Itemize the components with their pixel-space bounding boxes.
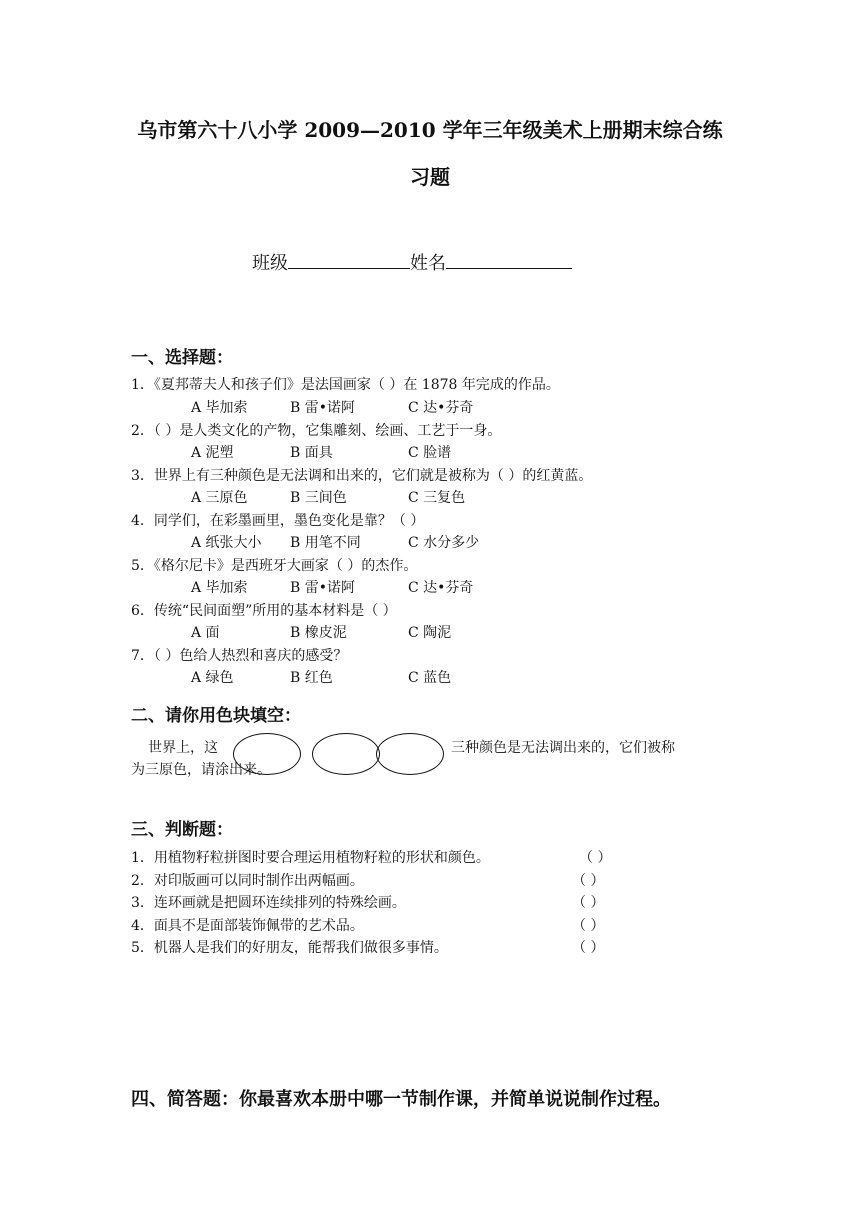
section-heading-color-fill: 二、请你用色块填空：	[131, 706, 301, 726]
q2-option-c: C 脸谱	[408, 445, 452, 461]
tf-answer-1[interactable]: （ ）	[579, 850, 612, 866]
tf-item-1: 1．用植物籽粒拼图时要合理运用植物籽粒的形状和颜色。	[131, 850, 490, 866]
color-circle-1[interactable]	[233, 733, 301, 775]
class-blank[interactable]	[288, 250, 410, 269]
tf-answer-2[interactable]: （ ）	[572, 873, 605, 889]
class-name-line	[252, 249, 572, 275]
question-6: 6．传统“民间面塑”所用的基本材料是（ ）	[131, 603, 397, 619]
section-heading-short-answer: 四、简答题：你最喜欢本册中哪一节制作课，并简单说说制作过程。	[131, 1089, 671, 1110]
q6-option-a: A 面	[191, 625, 220, 641]
color-fill-text-after: 三种颜色是无法调出来的，它们被称	[451, 740, 675, 756]
q5-option-b: B 雷•诺阿	[290, 580, 355, 596]
q4-option-b: B 用笔不同	[290, 535, 361, 551]
q4-option-c: C 水分多少	[408, 535, 480, 551]
q1-option-c: C 达•芬奇	[408, 400, 474, 416]
question-2: 2．（ ）是人类文化的产物，它集雕刻、绘画、工艺于一身。	[131, 423, 502, 439]
q2-option-a: A 泥塑	[191, 445, 234, 461]
color-fill-text-before: 世界上，这	[148, 740, 218, 756]
question-7: 7．（ ）色给人热烈和喜庆的感受？	[131, 648, 348, 664]
color-circle-3[interactable]	[376, 733, 444, 775]
tf-answer-4[interactable]: （ ）	[572, 918, 605, 934]
question-4: 4．同学们，在彩墨画里，墨色变化是靠？（ ）	[131, 513, 425, 529]
q1-option-a: A 毕加索	[191, 400, 248, 416]
section-heading-choice: 一、选择题：	[131, 348, 233, 368]
q6-option-c: C 陶泥	[408, 625, 452, 641]
q5-option-a: A 毕加索	[191, 580, 248, 596]
name-label: 姓名	[410, 253, 446, 274]
q6-option-b: B 橡皮泥	[290, 625, 347, 641]
q7-option-c: C 蓝色	[408, 670, 452, 686]
question-3: 3．世界上有三种颜色是无法调和出来的，它们就是被称为（ ）的红黄蓝。	[131, 468, 593, 484]
section-heading-true-false: 三、判断题：	[131, 820, 233, 840]
q3-option-c: C 三复色	[408, 490, 466, 506]
question-1: 1．《夏邦蒂夫人和孩子们》是法国画家（ ）在 1878 年完成的作品。	[131, 377, 560, 393]
tf-answer-3[interactable]: （ ）	[572, 895, 605, 911]
tf-answer-5[interactable]: （ ）	[572, 940, 605, 956]
page-title-line-1: 乌市第六十八小学 2009—2010 学年三年级美术上册期末综合练	[137, 118, 723, 142]
tf-item-4: 4．面具不是面部装饰佩带的艺术品。	[131, 918, 364, 934]
q1-option-b: B 雷•诺阿	[290, 400, 355, 416]
question-5: 5．《格尔尼卡》是西班牙大画家（ ）的杰作。	[131, 558, 418, 574]
q4-option-a: A 纸张大小	[191, 535, 262, 551]
q5-option-c: C 达•芬奇	[408, 580, 474, 596]
color-circle-2[interactable]	[312, 733, 380, 775]
q7-option-b: B 红色	[290, 670, 333, 686]
name-blank[interactable]	[446, 250, 572, 269]
tf-item-5: 5．机器人是我们的好朋友，能帮我们做很多事情。	[131, 940, 448, 956]
tf-item-3: 3．连环画就是把圆环连续排列的特殊绘画。	[131, 895, 406, 911]
tf-item-2: 2．对印版画可以同时制作出两幅画。	[131, 873, 364, 889]
q3-option-a: A 三原色	[191, 490, 248, 506]
page-title-line-2: 习题	[410, 165, 450, 189]
q2-option-b: B 面具	[290, 445, 333, 461]
class-label: 班级	[252, 253, 288, 274]
q3-option-b: B 三间色	[290, 490, 347, 506]
color-fill-text-line-2: 为三原色，请涂出来。	[131, 762, 271, 778]
q7-option-a: A 绿色	[191, 670, 234, 686]
